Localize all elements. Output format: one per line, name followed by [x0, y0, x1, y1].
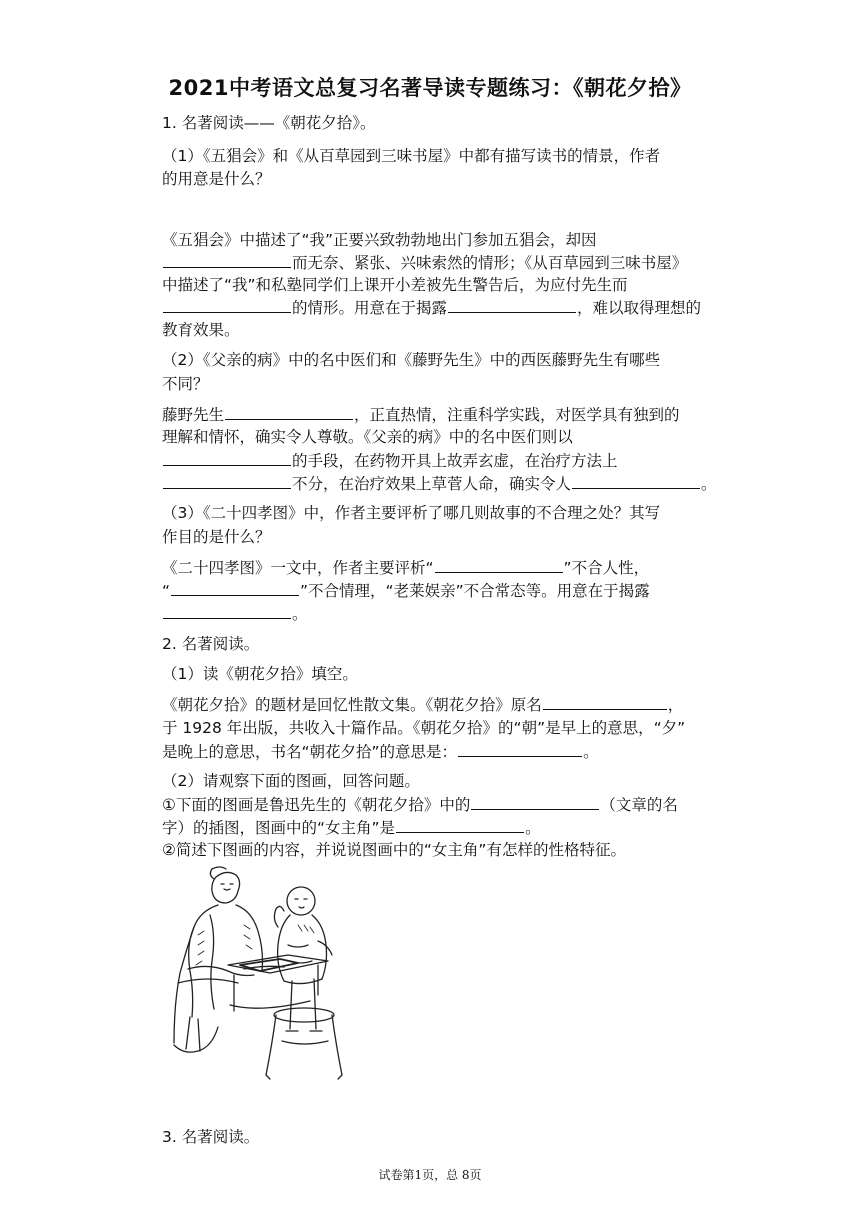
- answer-blank[interactable]: [225, 402, 353, 420]
- page-title: 2021中考语文总复习名著导读专题练习：《朝花夕拾》: [168, 76, 692, 100]
- q2-part1: （1）读《朝花夕拾》填空。: [162, 665, 358, 683]
- answer-blank[interactable]: [163, 250, 291, 268]
- q1-answer1-line2: 而无奈、紧张、兴味索然的情形；《从百草园到三味书屋》: [162, 250, 687, 275]
- q2-answer1-line1: 《朝花夕拾》的题材是回忆性散文集。《朝花夕拾》原名 ，: [162, 692, 683, 717]
- answer-blank[interactable]: [458, 739, 582, 757]
- q1-answer1-line1: 《五猖会》中描述了“我”正要兴致勃勃地出门参加五猖会，却因: [162, 231, 597, 249]
- q1-part3-line1: （3）《二十四孝图》中，作者主要评析了哪几则故事的不合理之处？其写: [162, 504, 661, 522]
- q2-part2: （2）请观察下面的图画，回答问题。: [162, 772, 420, 790]
- q1-answer2-line4: 不分，在治疗效果上草菅人命，确实令人 。: [162, 471, 717, 496]
- q2-answer1-line3: 是晚上的意思，书名“朝花夕拾”的意思是： 。: [162, 739, 599, 764]
- q1-part3-line2: 作目的是什么？: [162, 528, 271, 546]
- illustration-woman-and-boy-icon: [158, 865, 358, 1090]
- q1-part2-line1: （2）《父亲的病》中的名中医们和《藤野先生》中的西医藤野先生有哪些: [162, 351, 661, 369]
- q1-answer3-line1: 《二十四孝图》一文中，作者主要评析“ ”不合人性，: [162, 555, 649, 580]
- q1-answer1-line3: 中描述了“我”和私塾同学们上课开小差被先生警告后，为应付先生而: [162, 276, 628, 294]
- q2-answer1-line2: 于 1928 年出版，共收入十篇作品。《朝花夕拾》的“朝”是早上的意思，“夕”: [162, 719, 686, 737]
- q1-part1-line1: （1）《五猖会》和《从百草园到三味书屋》中都有描写读书的情景，作者: [162, 147, 661, 165]
- answer-blank[interactable]: [163, 448, 291, 466]
- q2-sub2: ②简述下图画的内容，并说说图画中的“女主角”有怎样的性格特征。: [162, 841, 626, 859]
- answer-blank[interactable]: [163, 601, 291, 619]
- q3-heading: 3. 名著阅读。: [162, 1128, 260, 1146]
- q2-sub1-line1: ①下面的图画是鲁迅先生的《朝花夕拾》中的 （文章的名: [162, 792, 678, 817]
- q1-answer2-line1: 藤野先生 ，正直热情，注重科学实践，对医学具有独到的: [162, 402, 680, 427]
- answer-blank[interactable]: [543, 692, 667, 710]
- q1-answer2-line3: 的手段，在药物开具上故弄玄虚，在治疗方法上: [162, 448, 618, 473]
- answer-blank[interactable]: [471, 792, 599, 810]
- answer-blank[interactable]: [396, 815, 524, 833]
- answer-blank[interactable]: [171, 578, 299, 596]
- q1-answer1-line5: 教育效果。: [162, 321, 240, 339]
- answer-blank[interactable]: [435, 555, 563, 573]
- q1-answer1-line4: 的情形。用意在于揭露 ，难以取得理想的: [162, 295, 701, 320]
- answer-blank[interactable]: [572, 471, 700, 489]
- q1-answer3-line3: 。: [162, 601, 308, 626]
- answer-blank[interactable]: [163, 295, 291, 313]
- q1-answer3-line2: “ ”不合情理，“老莱娱亲”不合常态等。用意在于揭露: [162, 578, 650, 603]
- q1-part2-line2: 不同？: [162, 375, 209, 393]
- answer-blank[interactable]: [163, 471, 291, 489]
- page-footer: 试卷第1页，总 8页: [378, 1168, 482, 1182]
- q2-heading: 2. 名著阅读。: [162, 635, 260, 653]
- q1-heading: 1. 名著阅读——《朝花夕拾》。: [162, 114, 376, 132]
- q1-part1-line2: 的用意是什么？: [162, 170, 271, 188]
- q2-sub1-line2: 字）的插图，图画中的“女主角”是 。: [162, 815, 541, 840]
- q1-answer2-line2: 理解和情怀，确实令人尊敬。《父亲的病》中的名中医们则以: [162, 428, 573, 446]
- answer-blank[interactable]: [448, 295, 576, 313]
